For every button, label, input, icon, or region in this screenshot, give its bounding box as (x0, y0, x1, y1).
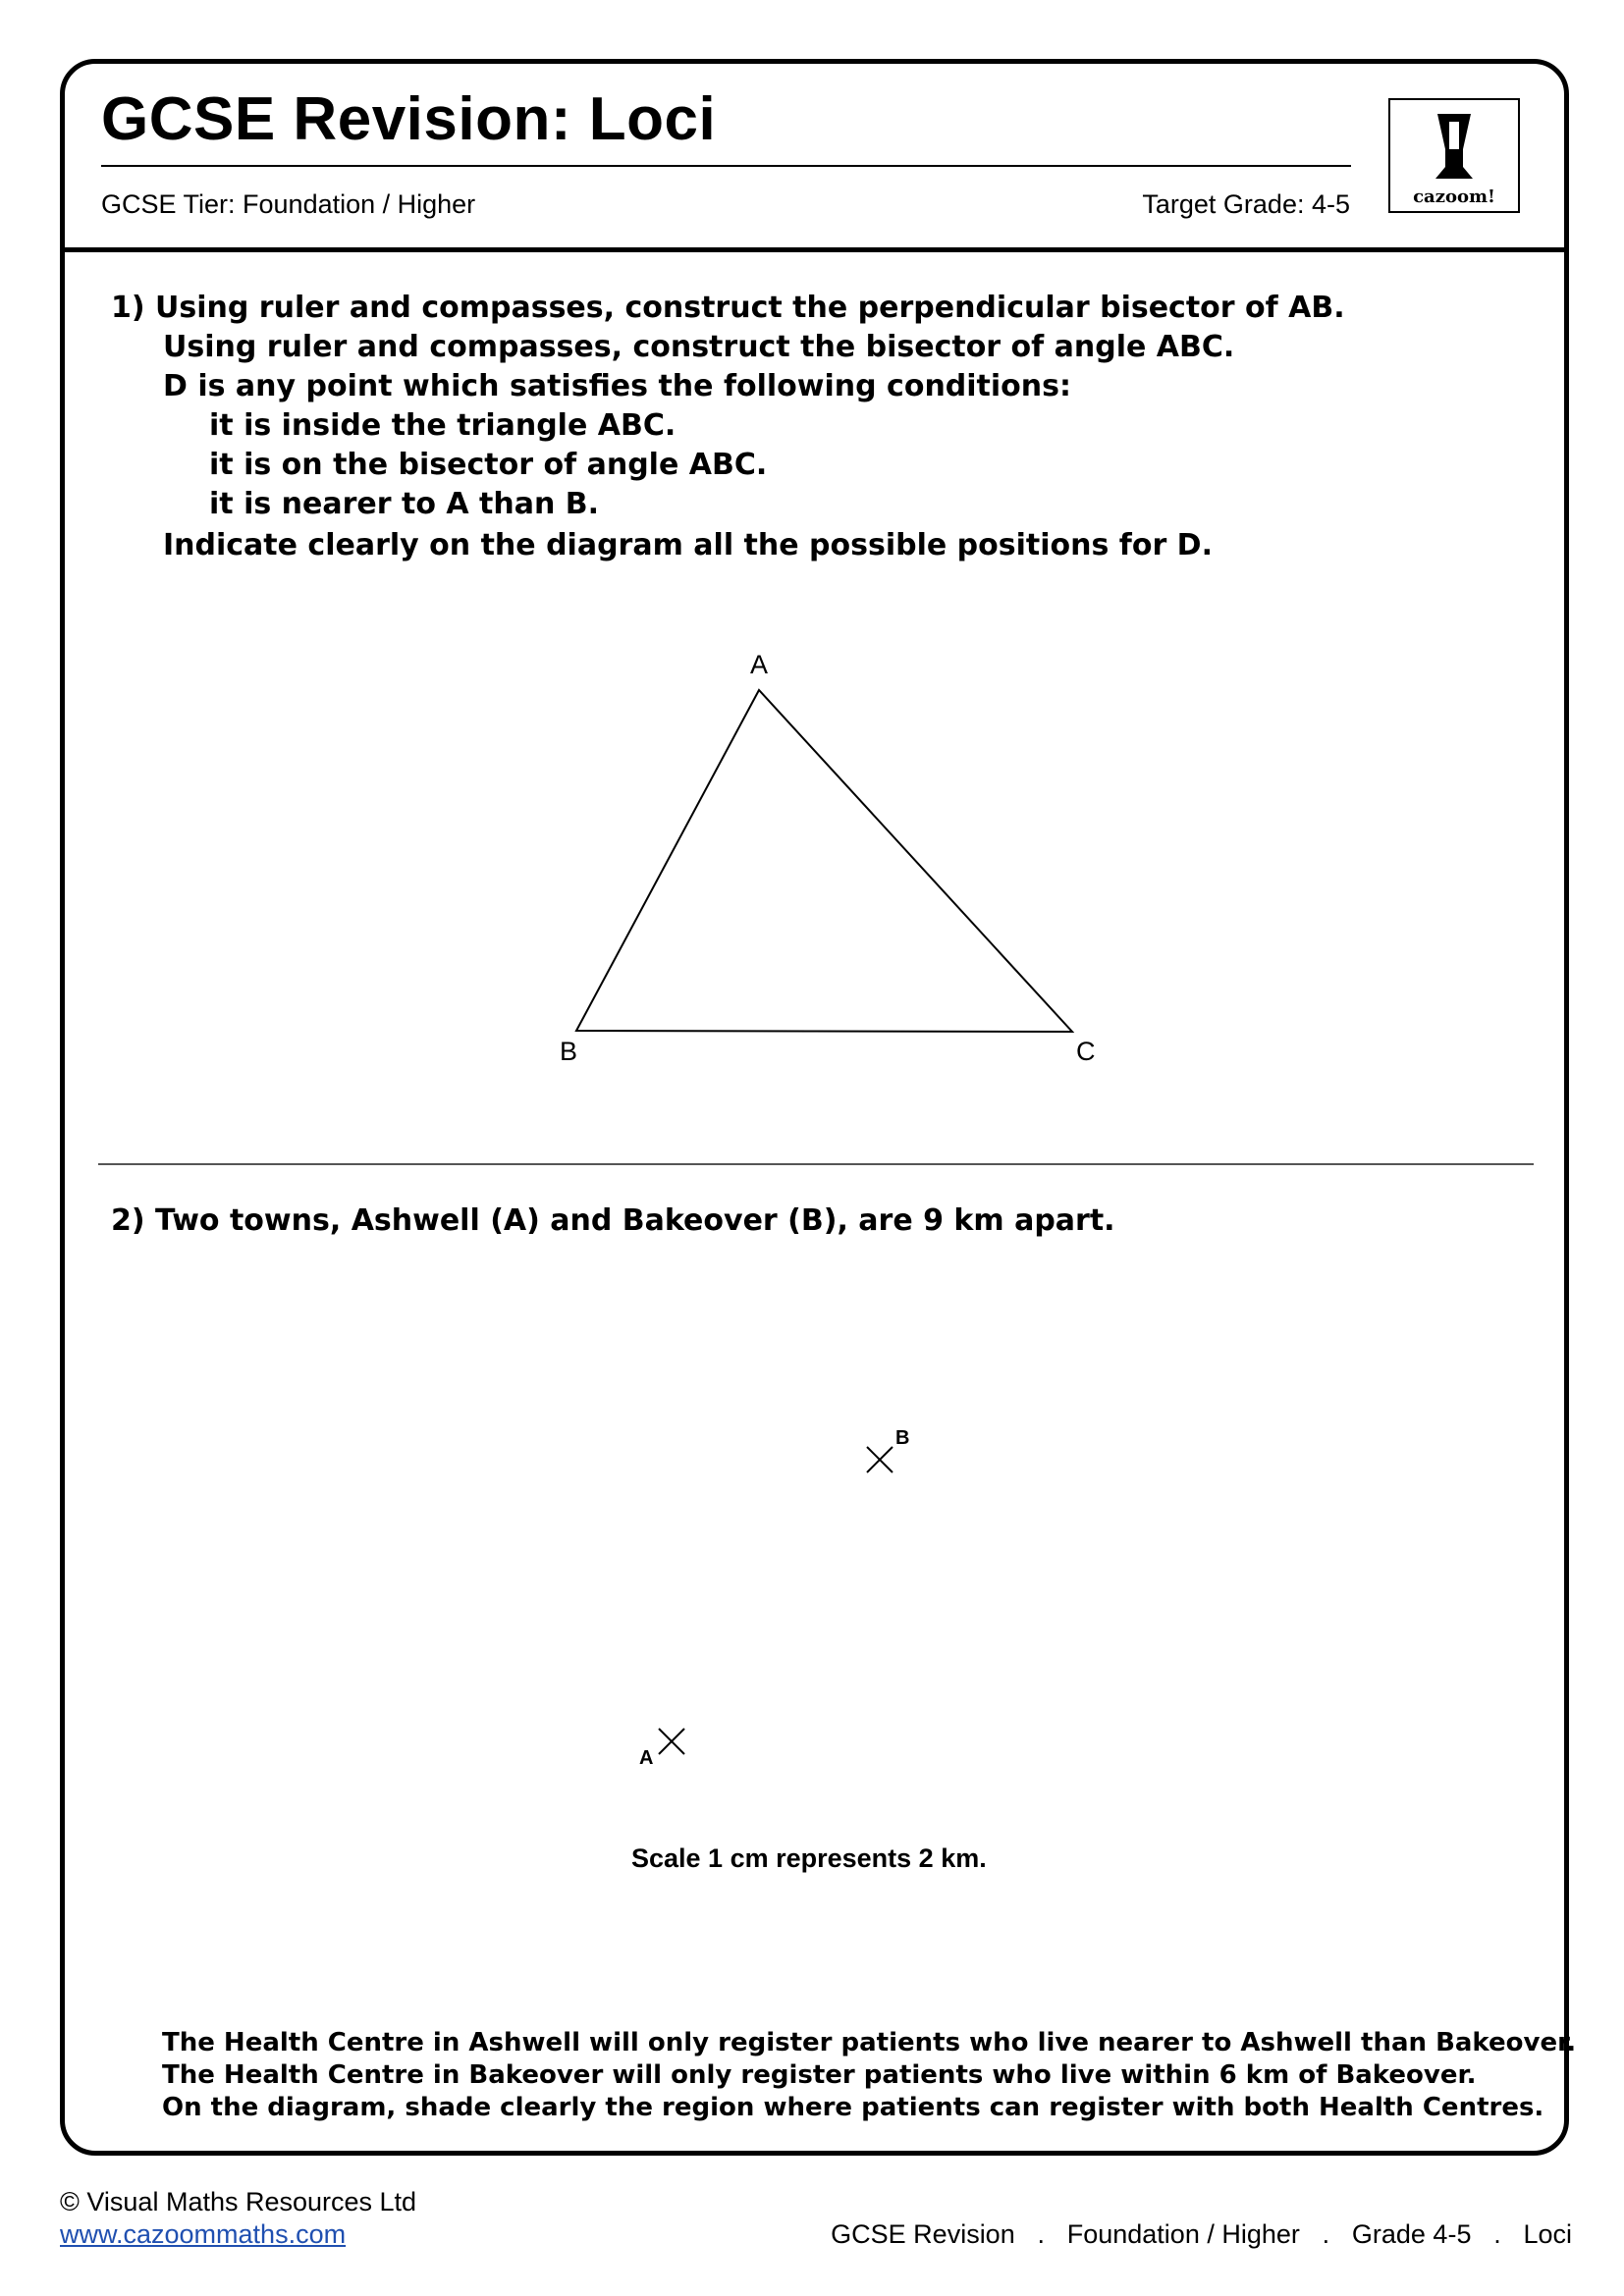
town-b-label: B (895, 1427, 910, 1449)
q1-condition-1: it is inside the triangle ABC. (209, 408, 677, 443)
logo-text: cazoom! (1413, 187, 1495, 207)
q1-condition-2: it is on the bisector of angle ABC. (209, 448, 768, 482)
footer-separator: . (1493, 2219, 1501, 2249)
footer-meta (831, 2219, 1572, 2250)
town-b-cross (867, 1447, 893, 1472)
footer-separator: . (1322, 2219, 1330, 2249)
scale-note: Scale 1 cm represents 2 km. (631, 1843, 987, 1873)
footer-separator: . (1037, 2219, 1045, 2249)
section-divider (98, 1163, 1534, 1165)
footer-item: Foundation / Higher (1066, 2219, 1300, 2249)
target-grade-label: Target Grade: 4-5 (1142, 189, 1350, 219)
vertex-c-label: C (1076, 1037, 1096, 1066)
vertex-a-label: A (750, 650, 769, 679)
q2-intro: 2) Two towns, Ashwell (A) and Bakeover (B), are 9 km apart. (111, 1203, 1115, 1238)
q2-line-1: The Health Centre in Ashwell will only register patients who live nearer to Ashwell than Bakeover. (162, 2028, 1577, 2057)
q2-line-3: On the diagram, shade clearly the region where patients can register with both Health Centres. (162, 2093, 1544, 2122)
footer-item: GCSE Revision (831, 2219, 1015, 2249)
footer-item: Grade 4-5 (1351, 2219, 1472, 2249)
footer-item: Loci (1523, 2219, 1572, 2249)
q1-line-7: Indicate clearly on the diagram all the possible positions for D. (163, 528, 1213, 562)
q1-condition-3: it is nearer to A than B. (209, 487, 600, 521)
town-a-cross (659, 1729, 684, 1754)
q1-line-3: D is any point which satisfies the following conditions: (163, 369, 1072, 403)
page-title: GCSE Revision: Loci (101, 85, 717, 153)
website-link[interactable]: www.cazoommaths.com (60, 2219, 347, 2249)
q1-line-2: Using ruler and compasses, construct the bisector of angle ABC. (163, 330, 1235, 364)
q2-line-2: The Health Centre in Bakeover will only register patients who live within 6 km of Bakeover. (162, 2060, 1477, 2090)
tier-label: GCSE Tier: Foundation / Higher (101, 189, 476, 219)
vertex-b-label: B (560, 1037, 578, 1066)
copyright-text: © Visual Maths Resources Ltd (60, 2187, 417, 2216)
town-a-label: A (639, 1747, 654, 1769)
q1-line-1: 1) Using ruler and compasses, construct the perpendicular bisector of AB. (111, 291, 1345, 325)
triangle-abc (576, 690, 1072, 1032)
